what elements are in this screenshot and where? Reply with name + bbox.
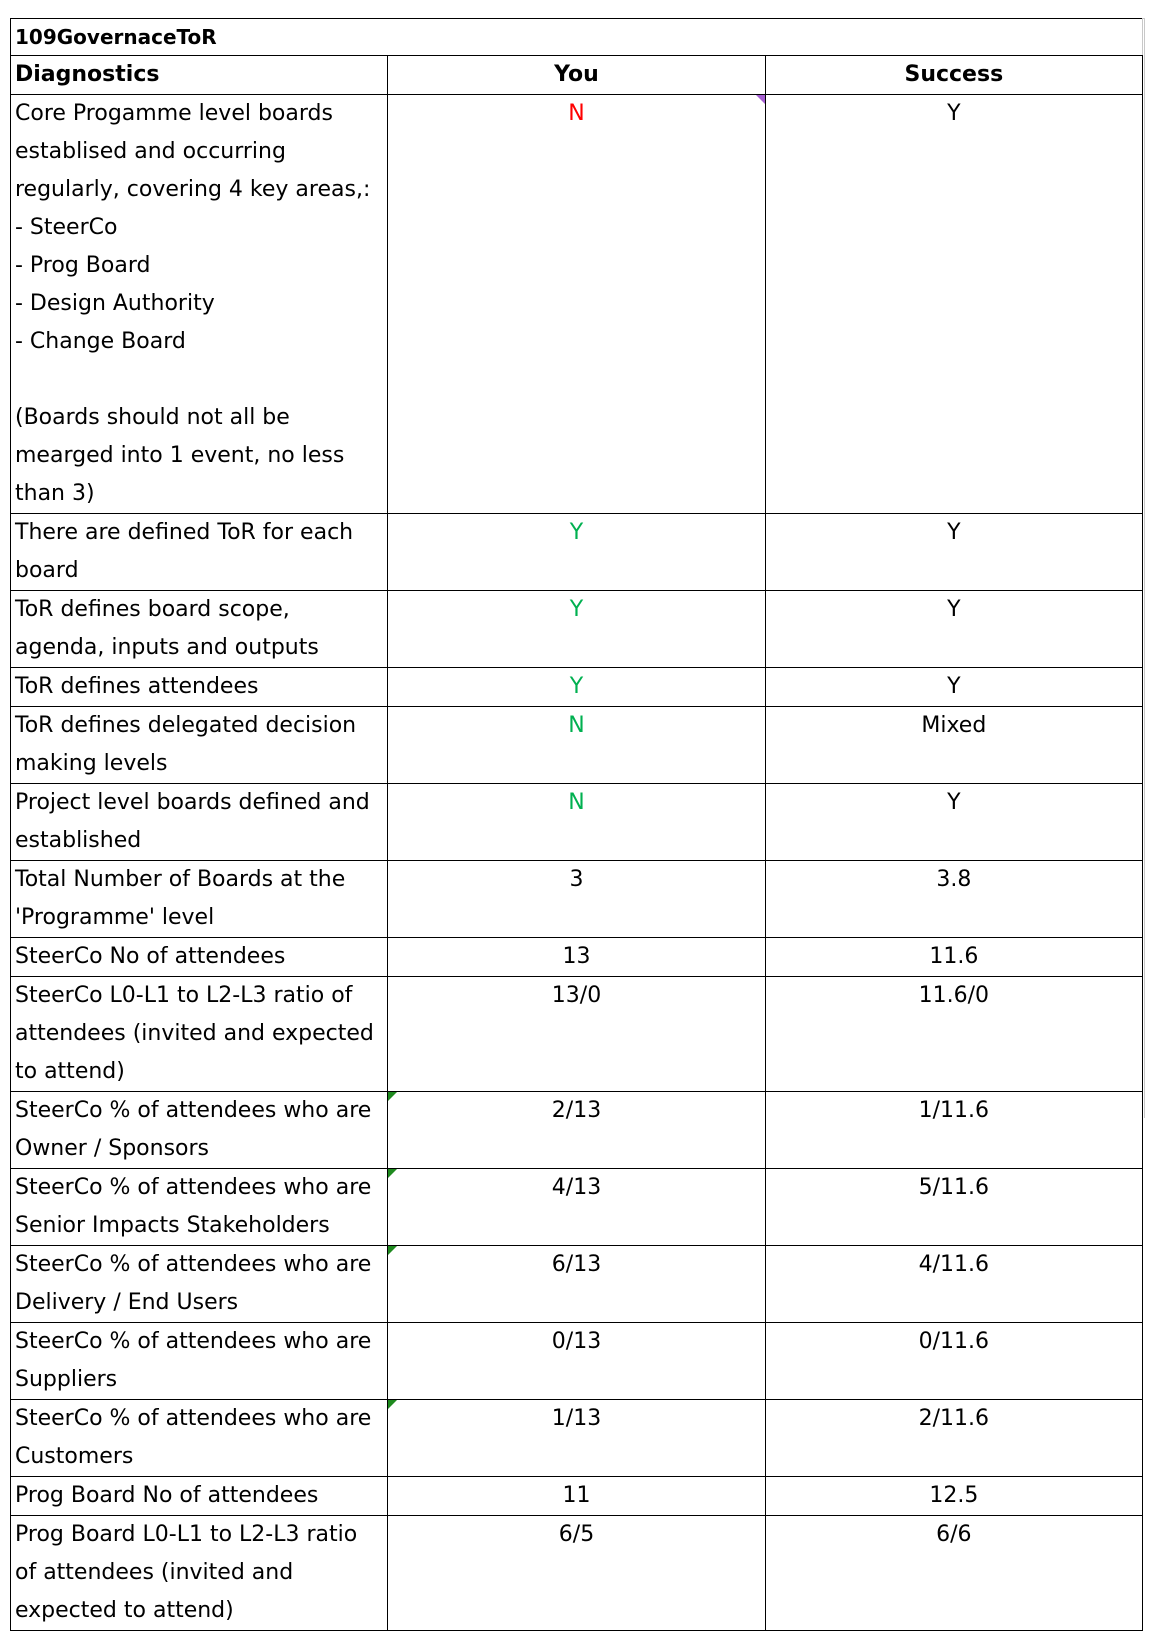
you-cell[interactable]: [388, 95, 765, 514]
table-row: [11, 977, 1143, 1092]
diagnostic-cell[interactable]: ToR defines attendees: [11, 668, 388, 707]
header-diagnostics[interactable]: Diagnostics: [11, 56, 388, 95]
table-row: [11, 1323, 1143, 1400]
success-cell[interactable]: Y: [765, 591, 1142, 668]
diagnostic-cell[interactable]: ToR defines board scope, agenda, inputs and outputs: [11, 591, 388, 668]
header-success[interactable]: Success: [765, 56, 1142, 95]
diagnostic-cell[interactable]: SteerCo L0-L1 to L2-L3 ratio of attendees (invited and expected to attend): [11, 977, 388, 1092]
diagnostic-cell[interactable]: ToR defines delegated decision making levels: [11, 707, 388, 784]
comment-indicator-icon[interactable]: [756, 95, 765, 104]
table-row: [11, 668, 1143, 707]
you-cell[interactable]: 13: [388, 938, 765, 977]
diagnostic-cell[interactable]: SteerCo No of attendees: [11, 938, 388, 977]
table-row: [11, 591, 1143, 668]
diagnostic-cell[interactable]: Project level boards defined and established: [11, 784, 388, 861]
table-row: [11, 1092, 1143, 1169]
you-value: 2/13: [551, 1098, 602, 1123]
you-cell[interactable]: 3: [388, 861, 765, 938]
sheet-title[interactable]: 109GovernaceToR: [11, 19, 1143, 56]
success-cell[interactable]: 5/11.6: [765, 1169, 1142, 1246]
you-value: 4/13: [551, 1175, 602, 1200]
comment-indicator-icon[interactable]: [388, 1092, 397, 1101]
success-cell[interactable]: 12.5: [765, 1477, 1142, 1516]
table-row: [11, 1400, 1143, 1477]
governance-tor-table: [10, 18, 1143, 1631]
table-row: [11, 1477, 1143, 1516]
comment-indicator-icon[interactable]: [388, 1246, 397, 1255]
table-row: [11, 1516, 1143, 1631]
diagnostic-cell[interactable]: Core Progamme level boards establised and occurring regularly, covering 4 key areas,: - SteerCo - Prog Board - Design Authority - Change Board (Boards should not all be mearged into 1 event, no less than 3): [11, 95, 388, 514]
comment-indicator-icon[interactable]: [388, 1400, 397, 1409]
table-row: [11, 938, 1143, 977]
you-cell[interactable]: 13/0: [388, 977, 765, 1092]
you-cell[interactable]: 0/13: [388, 1323, 765, 1400]
diagnostic-cell[interactable]: SteerCo % of attendees who are Senior Impacts Stakeholders: [11, 1169, 388, 1246]
you-value: N: [568, 101, 585, 126]
success-cell[interactable]: Y: [765, 514, 1142, 591]
diagnostic-cell[interactable]: There are defined ToR for each board: [11, 514, 388, 591]
you-cell[interactable]: [388, 1246, 765, 1323]
you-value: 1/13: [551, 1406, 602, 1431]
success-cell[interactable]: 4/11.6: [765, 1246, 1142, 1323]
you-cell[interactable]: Y: [388, 591, 765, 668]
header-row: [11, 56, 1143, 95]
diagnostic-cell[interactable]: SteerCo % of attendees who are Delivery / End Users: [11, 1246, 388, 1323]
diagnostic-cell[interactable]: Total Number of Boards at the 'Programme' level: [11, 861, 388, 938]
success-cell[interactable]: 11.6/0: [765, 977, 1142, 1092]
table-row: [11, 784, 1143, 861]
table-row: [11, 861, 1143, 938]
you-cell[interactable]: 11: [388, 1477, 765, 1516]
diagnostic-cell[interactable]: SteerCo % of attendees who are Suppliers: [11, 1323, 388, 1400]
success-cell[interactable]: Y: [765, 784, 1142, 861]
you-cell[interactable]: Y: [388, 668, 765, 707]
table-row: [11, 707, 1143, 784]
you-cell[interactable]: [388, 1400, 765, 1477]
you-value: 6/13: [551, 1252, 602, 1277]
sheet-title-row: [11, 19, 1143, 56]
table-row: [11, 95, 1143, 514]
success-cell[interactable]: 11.6: [765, 938, 1142, 977]
diagnostic-cell[interactable]: Prog Board No of attendees: [11, 1477, 388, 1516]
table-row: [11, 1169, 1143, 1246]
header-you[interactable]: You: [388, 56, 765, 95]
success-cell[interactable]: Y: [765, 668, 1142, 707]
you-cell[interactable]: [388, 1169, 765, 1246]
comment-indicator-icon[interactable]: [388, 1169, 397, 1178]
success-cell[interactable]: 6/6: [765, 1516, 1142, 1631]
you-cell[interactable]: N: [388, 707, 765, 784]
success-cell[interactable]: 2/11.6: [765, 1400, 1142, 1477]
diagnostic-cell[interactable]: SteerCo % of attendees who are Owner / Sponsors: [11, 1092, 388, 1169]
success-cell[interactable]: 3.8: [765, 861, 1142, 938]
you-cell[interactable]: [388, 1092, 765, 1169]
you-cell[interactable]: Y: [388, 514, 765, 591]
diagnostic-cell[interactable]: Prog Board L0-L1 to L2-L3 ratio of attendees (invited and expected to attend): [11, 1516, 388, 1631]
success-cell[interactable]: Mixed: [765, 707, 1142, 784]
table-row: [11, 1246, 1143, 1323]
diagnostic-cell[interactable]: SteerCo % of attendees who are Customers: [11, 1400, 388, 1477]
table-row: [11, 514, 1143, 591]
you-cell[interactable]: N: [388, 784, 765, 861]
you-cell[interactable]: 6/5: [388, 1516, 765, 1631]
success-cell[interactable]: 1/11.6: [765, 1092, 1142, 1169]
success-cell[interactable]: 0/11.6: [765, 1323, 1142, 1400]
success-cell[interactable]: Y: [765, 95, 1142, 514]
